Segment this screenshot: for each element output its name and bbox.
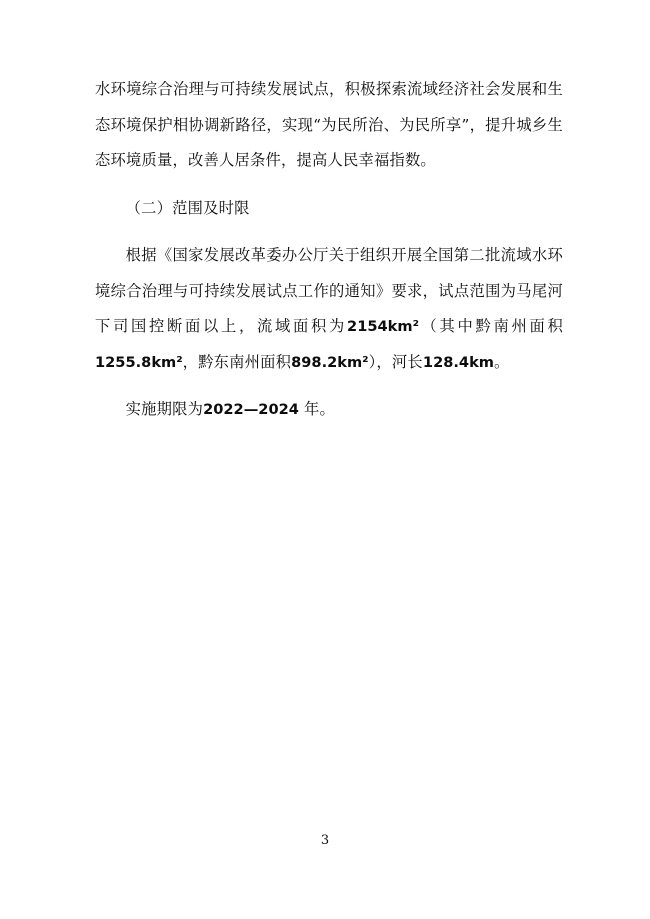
text-run: 年。 [298,400,335,418]
numeric-value: 2154km² [347,318,419,335]
text-run: ），河长 [368,352,423,371]
paragraph [95,191,563,227]
numeric-value: 2022—2024 [203,401,299,418]
text-run: （其中黔南州面积 [418,317,563,335]
text-run: 根据《国家发展改革委办公厅关于组织开展全国第二批流域水环境综合治理与可持续发展试点工作的通知》要求，试点范围为马尾河下司国控断面以上，流域面积为 [95,246,563,335]
page-body [95,72,563,428]
paragraph-spacer [95,380,563,392]
numeric-value: 128.4km [422,353,494,371]
numeric-value: 898.2km² [291,353,369,371]
text-run: ，黔东南州面积 [182,352,292,371]
text-run: 。 [494,352,510,371]
paragraph [95,238,563,380]
paragraph [95,72,563,179]
text-run: 实施期限为 [125,400,204,418]
paragraph [95,392,563,428]
paragraph-spacer [95,226,563,238]
paragraph-spacer [95,179,563,191]
paragraph-list [95,72,563,428]
page-number: 3 [320,833,330,848]
text-run: 水环境综合治理与可持续发展试点，积极探索流域经济社会发展和生态环境保护相协调新路径，实现“为民所治、为民所享”，提升城乡生态环境质量，改善人居条件，提高人民幸福指数。 [95,80,563,169]
text-run: （二）范围及时限 [125,198,250,217]
numeric-value: 1255.8km² [95,353,183,371]
